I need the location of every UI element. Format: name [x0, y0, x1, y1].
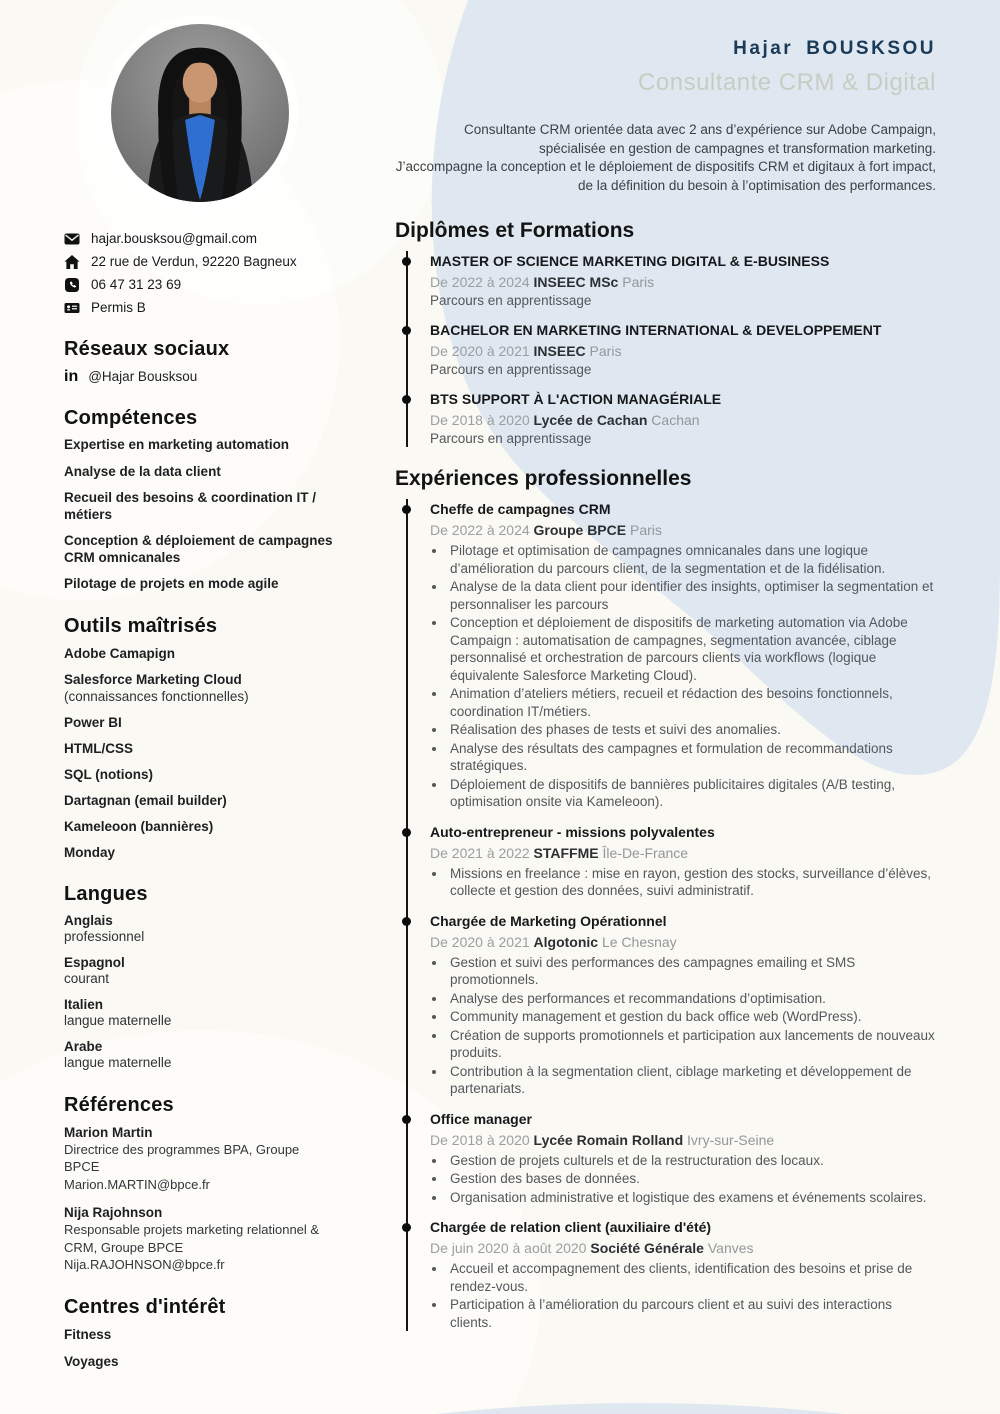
tool-item: Monday — [64, 844, 116, 860]
references-list — [64, 1124, 336, 1274]
sidebar — [0, 0, 352, 1414]
tools-heading: Outils maîtrisés — [64, 614, 218, 637]
person-name: Hajar BOUSKSOU — [733, 38, 936, 59]
summary-paragraph: J’accompagne la conception et le déploiement de dispositifs CRM et digitaux à fort impact, de la définition du besoin à l’optimisation des performances. — [395, 159, 936, 193]
references-heading: Références — [64, 1093, 174, 1116]
education-entry: BTS SUPPORT À L'ACTION MANAGÉRIALE De 2018 à 2020 Lycée de Cachan Cachan Parcours en apprentissage — [430, 389, 936, 447]
linkedin-icon: in — [64, 368, 79, 385]
experience-bullets: • Missions en freelance : mise en rayon, gestion des stocks, surveillance d’élèves, collecte et gestion des données, suivi administratif. — [430, 865, 936, 900]
experience-entry: Chargée de relation client (auxiliaire d'été) De juin 2020 à août 2020 Société Générale Vanves • Accueil et accompagnement des clients, identification des besoins et prise de rendez-vous. • Participation à l’amélioration du parcours client et au suivi des interactions clients. — [430, 1217, 936, 1331]
linkedin-handle: @Hajar Bousksou — [88, 369, 198, 384]
education-timeline — [406, 251, 936, 447]
language-item: Arabe langue maternelle — [64, 1038, 172, 1070]
tool-item: Salesforce Marketing Cloud (connaissances fonctionnelles) — [64, 671, 336, 705]
experience-bullets: • Gestion et suivi des performances des campagnes emailing et SMS promotionnels. • Analyse des performances et recommandations d’optimisation. • Community management et gestion du back office web (WordPress). • Création de supports promotionnels et participation aux lancements de nouveaux produits. • Contribution à la segmentation client, ciblage marketing et développement de partenariats. — [430, 954, 936, 1098]
tools-list — [64, 645, 336, 861]
skills-heading: Compétences — [64, 407, 198, 429]
education-entry: MASTER OF SCIENCE MARKETING DIGITAL & E-BUSINESS De 2022 à 2024 INSEEC MSc Paris Parcours en apprentissage — [430, 251, 936, 309]
interest-item: Fitness — [64, 1326, 112, 1342]
phone-icon — [64, 277, 80, 293]
contact-phone-row — [64, 276, 336, 293]
tool-item: Adobe Camapign — [64, 645, 176, 661]
language-item: Italien langue maternelle — [64, 996, 172, 1028]
skill-item: Recueil des besoins & coordination IT / métiers — [64, 490, 317, 522]
tool-item: SQL (notions) — [64, 766, 153, 782]
contact-license: Permis B — [91, 300, 146, 315]
contact-address: 22 rue de Verdun, 92220 Bagneux — [91, 254, 297, 269]
experience-entry: Cheffe de campagnes CRM De 2022 à 2024 Groupe BPCE Paris • Pilotage et optimisation de campagnes omnicanales dans une logique d’amélioration du parcours client, de la segmentation et de la fidélisation. • Analyse de la data client pour identifier des insights, optimiser la segmentation et personnaliser les parcours • Conception et déploiement de dispositifs de marketing automation via Adobe Campaign : automatisation de campagnes, segmentation avancée, ciblage personnalisé et orchestration de parcours clients via workflows (logique équivalente Salesforce Marketing Cloud). • Animation d’ateliers métiers, recueil et rédaction des besoins fonctionnels, coordination IT/métiers. • Réalisation des phases de tests et suivi des anomalies. • Analyse des résultats des campagnes et formulation de recommandations stratégiques. • Déploiement de dispositifs de bannières publicitaires digitales (A/B testing, optimisation onsite via Kameleoon). — [430, 499, 936, 811]
tool-item: HTML/CSS — [64, 740, 133, 756]
skill-item: Conception & déploiement de campagnes CRM omnicanales — [64, 533, 333, 565]
experience-entry: Chargée de Marketing Opérationnel De 2020 à 2021 Algotonic Le Chesnay • Gestion et suivi des performances des campagnes emailing et SMS promotionnels. • Analyse des performances et recommandations d’optimisation. • Community management et gestion du back office web (WordPress). • Création de supports promotionnels et participation aux lancements de nouveaux produits. • Contribution à la segmentation client, ciblage marketing et développement de partenariats. — [430, 911, 936, 1098]
skill-item: Analyse de la data client — [64, 463, 221, 479]
summary-paragraph: Consultante CRM orientée data avec 2 ans d’expérience sur Adobe Campaign, spécialisée en gestion de campagnes et transformation marketing. — [463, 122, 936, 156]
email-icon — [64, 231, 80, 247]
interests-list — [64, 1326, 336, 1370]
experience-bullets: • Accueil et accompagnement des clients, identification des besoins et prise de rendez-vous. • Participation à l’amélioration du parcours client et au suivi des interactions clients. — [430, 1260, 936, 1331]
tool-item: Dartagnan (email builder) — [64, 792, 227, 808]
languages-heading: Langues — [64, 882, 148, 905]
experience-entry: Office manager De 2018 à 2020 Lycée Romain Rolland Ivry-sur-Seine • Gestion de projets culturels et de la restructuration des locaux. • Gestion des bases de données. • Organisation administrative et logistique des examens et événements scolaires. — [430, 1109, 936, 1207]
language-item: Anglais professionnel — [64, 912, 145, 944]
contact-email: hajar.bousksou@gmail.com — [91, 231, 258, 246]
contact-block — [64, 230, 336, 316]
contact-email-row — [64, 230, 336, 247]
person-portrait-illustration — [111, 24, 289, 202]
job-title: Consultante CRM & Digital — [638, 69, 936, 96]
tool-note: (connaissances fonctionnelles) — [64, 688, 249, 704]
tool-item: Kameleoon (bannières) — [64, 818, 214, 834]
skill-item: Pilotage de projets en mode agile — [64, 576, 279, 591]
main-column — [352, 0, 1000, 1414]
experience-bullets: • Gestion de projets culturels et de la restructuration des locaux. • Gestion des bases de données. • Organisation administrative et logistique des examens et événements scolaires. — [430, 1152, 936, 1207]
experience-bullets: • Pilotage et optimisation de campagnes omnicanales dans une logique d’amélioration du parcours client, de la segmentation et de la fidélisation. • Analyse de la data client pour identifier des insights, optimiser la segmentation et personnaliser les parcours • Conception et déploiement de dispositifs de marketing automation via Adobe Campaign : automatisation de campagnes, segmentation avancée, ciblage personnalisé et orchestration de parcours clients via workflows (logique équivalente Salesforce Marketing Cloud). • Animation d’ateliers métiers, recueil et rédaction des besoins fonctionnels, coordination IT/métiers. • Réalisation des phases de tests et suivi des anomalies. • Analyse des résultats des campagnes et formulation de recommandations stratégiques. • Déploiement de dispositifs de bannières publicitaires digitales (A/B testing, optimisation onsite via Kameleoon). — [430, 542, 936, 811]
education-heading: Diplômes et Formations — [395, 219, 635, 243]
experience-heading: Expériences professionnelles — [395, 467, 692, 491]
home-icon — [64, 254, 80, 270]
skills-list — [64, 437, 336, 593]
language-item: Espagnol courant — [64, 954, 125, 986]
contact-phone: 06 47 31 23 69 — [91, 277, 182, 292]
social-heading: Réseaux sociaux — [64, 338, 230, 360]
linkedin-row — [64, 368, 336, 385]
contact-license-row — [64, 299, 336, 316]
tool-item: Power BI — [64, 714, 122, 730]
profile-photo — [111, 24, 289, 202]
id-card-icon — [64, 300, 80, 316]
experience-entry: Auto-entrepreneur - missions polyvalentes De 2021 à 2022 STAFFME Île-De-France • Missions en freelance : mise en rayon, gestion des stocks, surveillance d’élèves, collecte et gestion des données, suivi administratif. — [430, 822, 936, 900]
languages-list — [64, 913, 336, 1072]
reference-item: Marion Martin Directrice des programmes BPA, Groupe BPCE Marion.MARTIN@bpce.fr — [64, 1124, 300, 1192]
interest-item: Voyages — [64, 1353, 119, 1369]
interests-heading: Centres d'intérêt — [64, 1295, 226, 1318]
profile-summary — [395, 121, 936, 195]
experience-timeline — [406, 499, 936, 1331]
reference-item: Nija Rajohnson Responsable projets marketing relationnel & CRM, Groupe BPCE Nija.RAJOHNSON@bpce.fr — [64, 1205, 320, 1272]
contact-address-row — [64, 253, 336, 270]
skill-item: Expertise en marketing automation — [64, 437, 290, 452]
education-entry: BACHELOR EN MARKETING INTERNATIONAL & DEVELOPPEMENT De 2020 à 2021 INSEEC Paris Parcours en apprentissage — [430, 320, 936, 378]
